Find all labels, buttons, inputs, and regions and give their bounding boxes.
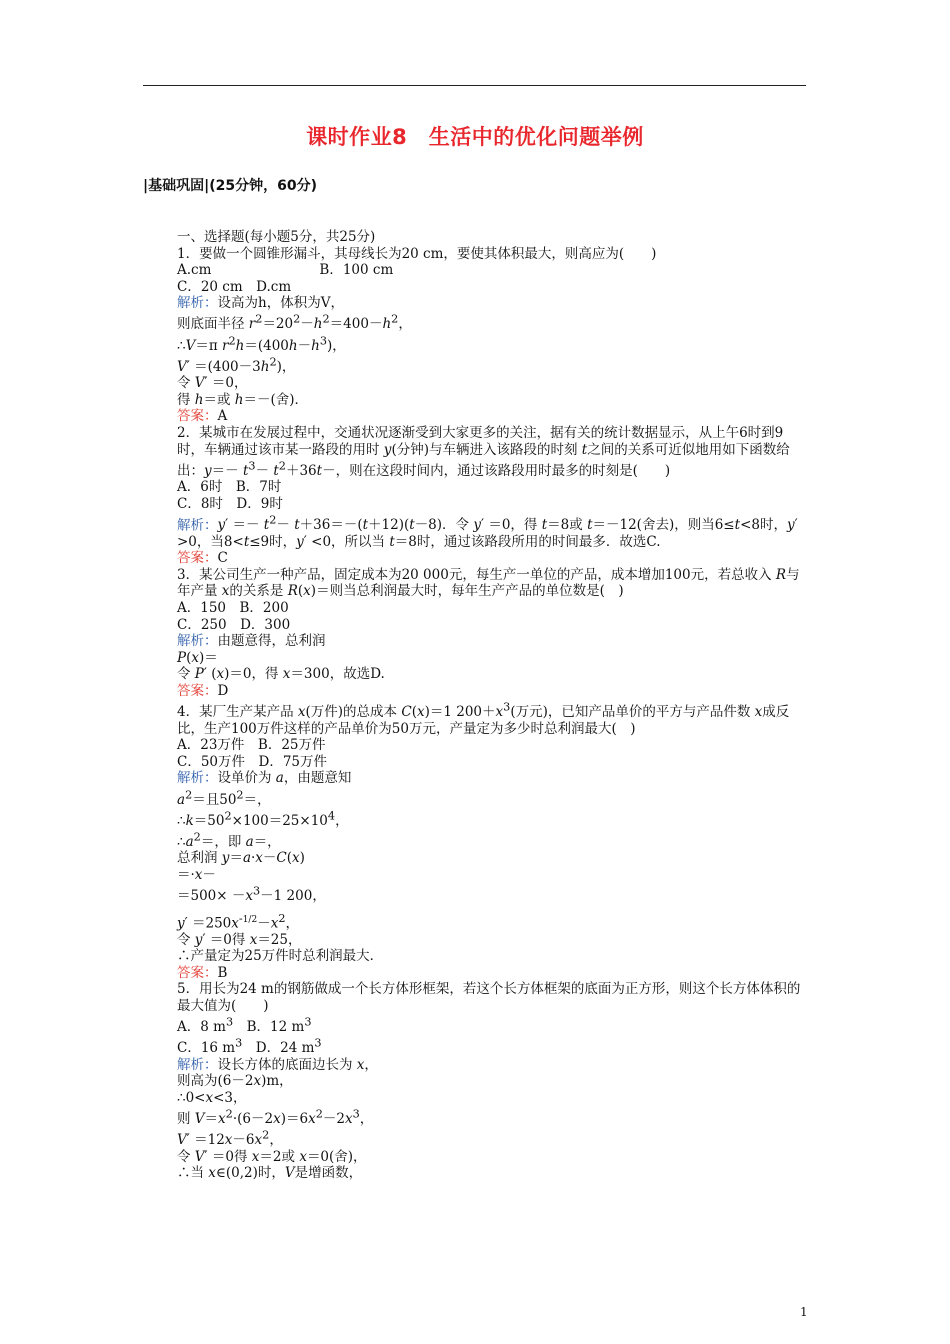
line-text: $a^2=$且$50^2=$， — [177, 788, 271, 808]
line-text: ∴0<x<3， — [177, 1090, 247, 1106]
question-lines — [145, 246, 810, 1182]
text-line — [145, 1165, 810, 1182]
text-line — [145, 246, 810, 263]
line-text: 4．某厂生产某产品 x(万件)的总成本 C(x)＝1 $200+x^3$(万元)，已知产品单价的平方与产品件数 x成反比，生产100万件这样的产品单价为50万元，产量定为多少时总利润最大( ) — [177, 700, 790, 737]
text-line — [145, 829, 810, 850]
line-text: $\therefore k=50^2\times 100=25\times 10^4$， — [177, 809, 349, 829]
document-body — [145, 229, 810, 1182]
text-line — [145, 408, 810, 425]
text-line — [145, 1090, 810, 1107]
text-line — [145, 600, 810, 617]
line-text: $V' =12x-6x^2$， — [177, 1128, 283, 1149]
text-line — [145, 981, 810, 1014]
analysis-label: 解析： — [177, 633, 218, 650]
line-text: ∴产量定为25万件时总利润最大． — [177, 948, 384, 965]
analysis-label: 解析： — [177, 770, 218, 787]
line-text: 设单价为 a，由题意知 — [217, 770, 352, 787]
text-line — [145, 295, 810, 312]
line-text: $=500\times -x^3-1$ 200， — [177, 884, 326, 904]
text-line — [145, 770, 810, 787]
line-text: $V' =(400-3h^2)$， — [177, 355, 296, 375]
answer-label: 答案： — [177, 964, 218, 981]
text-line — [145, 550, 810, 567]
line-text: 设长方体的底面边长为 x， — [217, 1056, 378, 1073]
text-line — [145, 965, 810, 982]
line-text: C．20 cm D.cm — [177, 278, 292, 295]
line-text: C．50万件 D．75万件 — [177, 753, 328, 770]
text-line — [145, 633, 810, 650]
text-line — [145, 867, 810, 884]
text-line — [145, 262, 810, 279]
line-text: 3．某公司生产一种产品，固定成本为20 000元，每生产一单位的产品，成本增加100元，若总收入 R与年产量 x的关系是 R(x)＝则当总利润最大时，每年生产产品的单位数是( ) — [177, 566, 800, 600]
line-text: P(x)＝ — [177, 649, 218, 666]
analysis-label: 解析： — [177, 517, 218, 533]
line-text: 5．用长为24 m的钢筋做成一个长方体形框架，若这个长方体框架的底面为正方形，则这个长方体体积的最大值为( ) — [177, 981, 801, 1015]
text-line — [145, 948, 810, 965]
line-text: A．150 B．200 — [177, 599, 289, 616]
text-line — [145, 883, 810, 904]
text-line — [145, 1036, 810, 1057]
text-line — [145, 354, 810, 375]
analysis-label: 解析： — [177, 295, 218, 312]
answer-label: 答案： — [177, 408, 218, 425]
text-line — [145, 932, 810, 949]
line-text: 设高为h，体积为V， — [217, 295, 344, 312]
line-text: C — [217, 550, 228, 567]
line-text: 2．某城市在发展过程中，交通状况逐渐受到大家更多的关注，据有关的统计数据显示，从上午6时到9时，车辆通过该市某一路段的用时 y(分钟)与车辆进入该路段的时刻 t之间的关系可近似地用如下函数给出：$y=- t^3- t^2+36t-$，则在这段时间内，通过该路段用时最多的时刻是( ) — [177, 425, 790, 479]
page-number: 1 — [800, 1305, 808, 1319]
text-line — [145, 513, 810, 551]
text-line — [145, 425, 810, 479]
answer-label: 答案： — [177, 550, 218, 567]
analysis-label: 解析： — [177, 1056, 218, 1073]
text-line — [145, 1073, 810, 1090]
text-line — [145, 496, 810, 513]
line-text: ∴V＝π $r^2h=(400h-h^3)$， — [177, 334, 346, 354]
text-line — [145, 666, 810, 683]
line-text: 得 h＝或 h＝－(舍)． — [177, 391, 309, 408]
line-text: 则底面半径 $r^2=20^2-h^2=400-h^2$， — [177, 312, 412, 333]
text-line — [145, 1149, 810, 1166]
text-line — [145, 850, 810, 867]
text-line — [145, 333, 810, 354]
answer-label: 答案： — [177, 682, 218, 699]
line-text: 令 y′ ＝0得 x＝25， — [177, 931, 302, 948]
line-text: 1．要做一个圆锥形漏斗，其母线长为20 cm，要使其体积最大，则高应为( ) — [177, 245, 657, 262]
line-text: 由题意得，总利润 — [217, 633, 326, 650]
text-line — [145, 279, 810, 296]
text-line — [145, 700, 810, 738]
text-line — [145, 617, 810, 634]
text-line — [145, 787, 810, 808]
line-text: 令 V′ ＝0， — [177, 375, 248, 392]
text-line — [145, 567, 810, 600]
header-rule — [143, 85, 806, 86]
line-text: 则高为(6－2x)m， — [177, 1073, 293, 1090]
text-line — [145, 1057, 810, 1074]
line-text: $y' =250x^{-1/2}-x^2$， — [177, 911, 299, 932]
line-text: 总利润 y＝a·x－C(x) — [177, 850, 305, 867]
text-line — [145, 905, 810, 932]
line-text: 令 P′ (x)＝0，得 x＝300，故选D. — [177, 666, 385, 683]
line-text: $y' =- t^2- t+36=-(t+12)(t-8)$．令 y′ ＝0，得 t＝8或 t＝－12(舍去)，则当6≤t<8时，y′ >0，当8<t≤9时，y′ <0，所以当 t＝8时，通过该路段所用的时间最多．故选C. — [177, 513, 798, 550]
line-text: A．8 $m^3$ B．12 $m^3$ — [177, 1015, 312, 1036]
section-heading: |基础巩固|(25分钟，60分) — [143, 178, 317, 194]
line-text: A．23万件 B．25万件 — [177, 737, 326, 754]
line-text: C．8时 D．9时 — [177, 495, 283, 512]
text-line — [145, 312, 810, 333]
line-text: $\therefore a^2=$，即 a＝， — [177, 830, 281, 850]
line-text: A．6时 B．7时 — [177, 479, 282, 496]
text-line — [145, 1128, 810, 1149]
text-line — [145, 650, 810, 667]
line-text: ＝·x－ — [177, 866, 216, 883]
line-text: D — [217, 682, 229, 699]
text-line — [145, 808, 810, 829]
line-text: A — [217, 408, 228, 425]
part-heading: 一、选择题(每小题5分，共25分) — [177, 229, 376, 245]
text-line — [145, 737, 810, 754]
line-text: B — [217, 964, 228, 981]
line-text: A.cm B．100 cm — [177, 262, 394, 279]
line-text: C．250 D．300 — [177, 616, 291, 633]
line-text: ∴当 x∈(0,2)时，V是增函数， — [177, 1165, 363, 1182]
line-text: C．16 $m^3$ D．24 $m^3$ — [177, 1036, 322, 1057]
text-line — [145, 754, 810, 771]
text-line — [145, 683, 810, 700]
line-text: 则 $V=x^2\cdot(6-2x)=6x^2-2x^3$， — [177, 1107, 374, 1128]
text-line — [145, 479, 810, 496]
text-line — [145, 1015, 810, 1036]
text-line — [145, 392, 810, 409]
text-line — [145, 1107, 810, 1128]
text-line — [145, 375, 810, 392]
page-title: 课时作业8 生活中的优化问题举例 — [306, 125, 644, 149]
line-text: 令 V′ ＝0得 x＝2或 x＝0(舍)， — [177, 1148, 367, 1165]
